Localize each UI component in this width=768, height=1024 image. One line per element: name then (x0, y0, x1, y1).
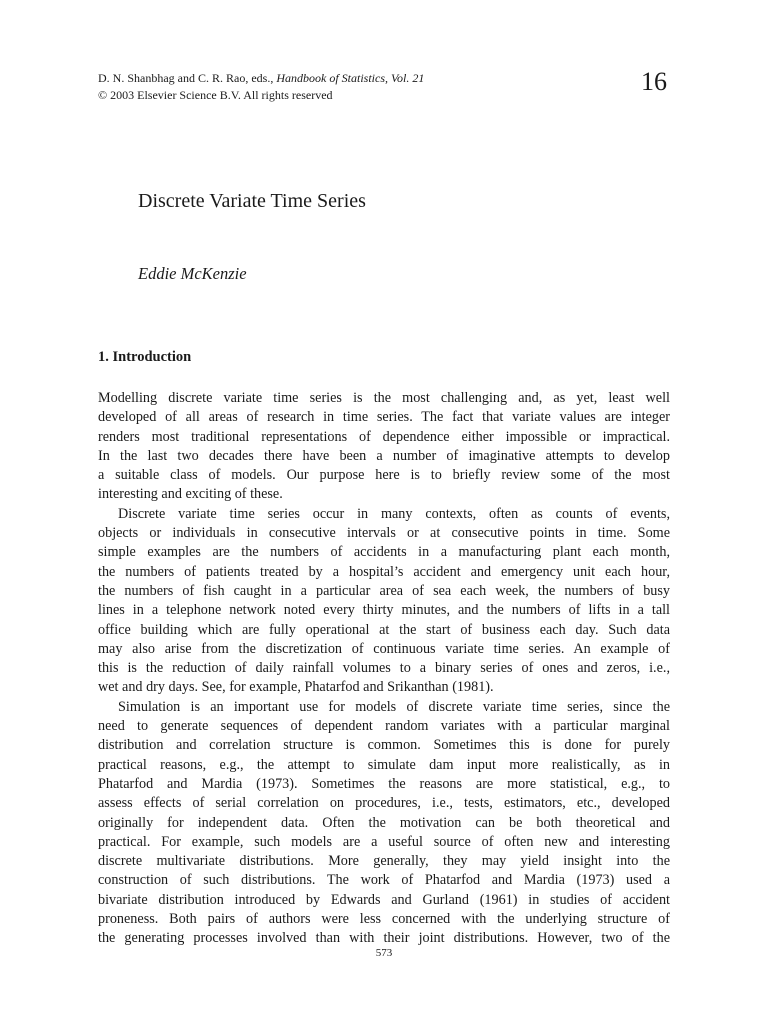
text-line: assess effects of serial correlation on procedures, i.e., tests, estimators, etc., developed (98, 795, 670, 812)
copyright-line: © 2003 Elsevier Science B.V. All rights reserved (98, 88, 333, 102)
text-line: proneness. Both pairs of authors were less concerned with the underlying structure of (98, 911, 670, 928)
text-line: In the last two decades there have been a number of imaginative attempts to develop (98, 447, 670, 464)
author-name: Eddie McKenzie (138, 264, 247, 283)
text-line: distribution and correlation structure is common. Sometimes this is done for purely (98, 737, 670, 754)
paragraph (98, 389, 670, 505)
text-line: wet and dry days. See, for example, Phatarfod and Srikanthan (1981). (98, 679, 494, 696)
body-text (98, 389, 670, 949)
text-line: practical. For example, such models are a useful source of often new and interesting (98, 833, 670, 850)
text-line: a suitable class of models. Our purpose here is to briefly review some of the most (98, 467, 670, 484)
text-line: Phatarfod and Mardia (1973). Sometimes the reasons are more statistical, e.g., to (98, 775, 670, 792)
section-heading: 1. Introduction (98, 349, 192, 365)
text-line: interesting and exciting of these. (98, 486, 283, 503)
text-line: may also arise from the discretization of continuous variate time series. An example of (98, 640, 670, 657)
paragraph (98, 505, 670, 698)
chapter-number: 16 (641, 67, 667, 96)
text-line: bivariate distribution introduced by Edwards and Gurland (1961) in studies of accident (98, 891, 670, 908)
text-line: discrete multivariate distributions. More generally, they may yield insight into the (98, 853, 670, 870)
text-line: developed of all areas of research in time series. The fact that variate values are integer (98, 409, 670, 426)
text-line: the numbers of patients treated by a hospital’s accident and emergency unit each hour, (98, 563, 670, 580)
text-line: renders most traditional representations of dependence either impossible or impractical. (98, 428, 670, 445)
text-line: Modelling discrete variate time series is the most challenging and, as yet, least well (98, 390, 670, 406)
citation-line (98, 70, 424, 87)
paragraph (98, 698, 670, 949)
citation-book: Handbook of Statistics, Vol. 21 (276, 71, 425, 85)
text-line: practical reasons, e.g., the attempt to simulate dam input more realistically, as in (98, 756, 670, 773)
text-line: the generating processes involved than with their joint distributions. However, two of the (98, 930, 670, 947)
text-line: this is the reduction of daily rainfall volumes to a binary series of ones and zeros, i.e., (98, 660, 670, 677)
page-number: 573 (375, 947, 393, 959)
text-line: Simulation is an important use for models of discrete variate time series, since the (118, 698, 670, 715)
text-line: office building which are fully operational at the start of business each day. Such data (98, 621, 670, 638)
chapter-title: Discrete Variate Time Series (138, 190, 366, 212)
text-line: the numbers of fish caught in a particular area of sea each week, the numbers of busy (98, 582, 670, 599)
running-header (98, 70, 424, 104)
text-line: originally for independent data. Often the motivation can be both theoretical and (98, 814, 670, 831)
text-line: objects or individuals in consecutive intervals or at consecutive points in time. Some (98, 525, 670, 542)
text-line: simple examples are the numbers of accidents in a manufacturing plant each month, (98, 544, 670, 561)
text-line: need to generate sequences of dependent random variates with a particular marginal (98, 718, 670, 735)
text-line: construction of such distributions. The work of Phatarfod and Mardia (1973) used a (98, 872, 670, 889)
text-line: Discrete variate time series occur in many contexts, often as counts of events, (118, 505, 670, 522)
citation-prefix: D. N. Shanbhag and C. R. Rao, eds., (98, 71, 277, 85)
text-line: lines in a telephone network noted every thirty minutes, and the numbers of lifts in a tall (98, 602, 670, 619)
